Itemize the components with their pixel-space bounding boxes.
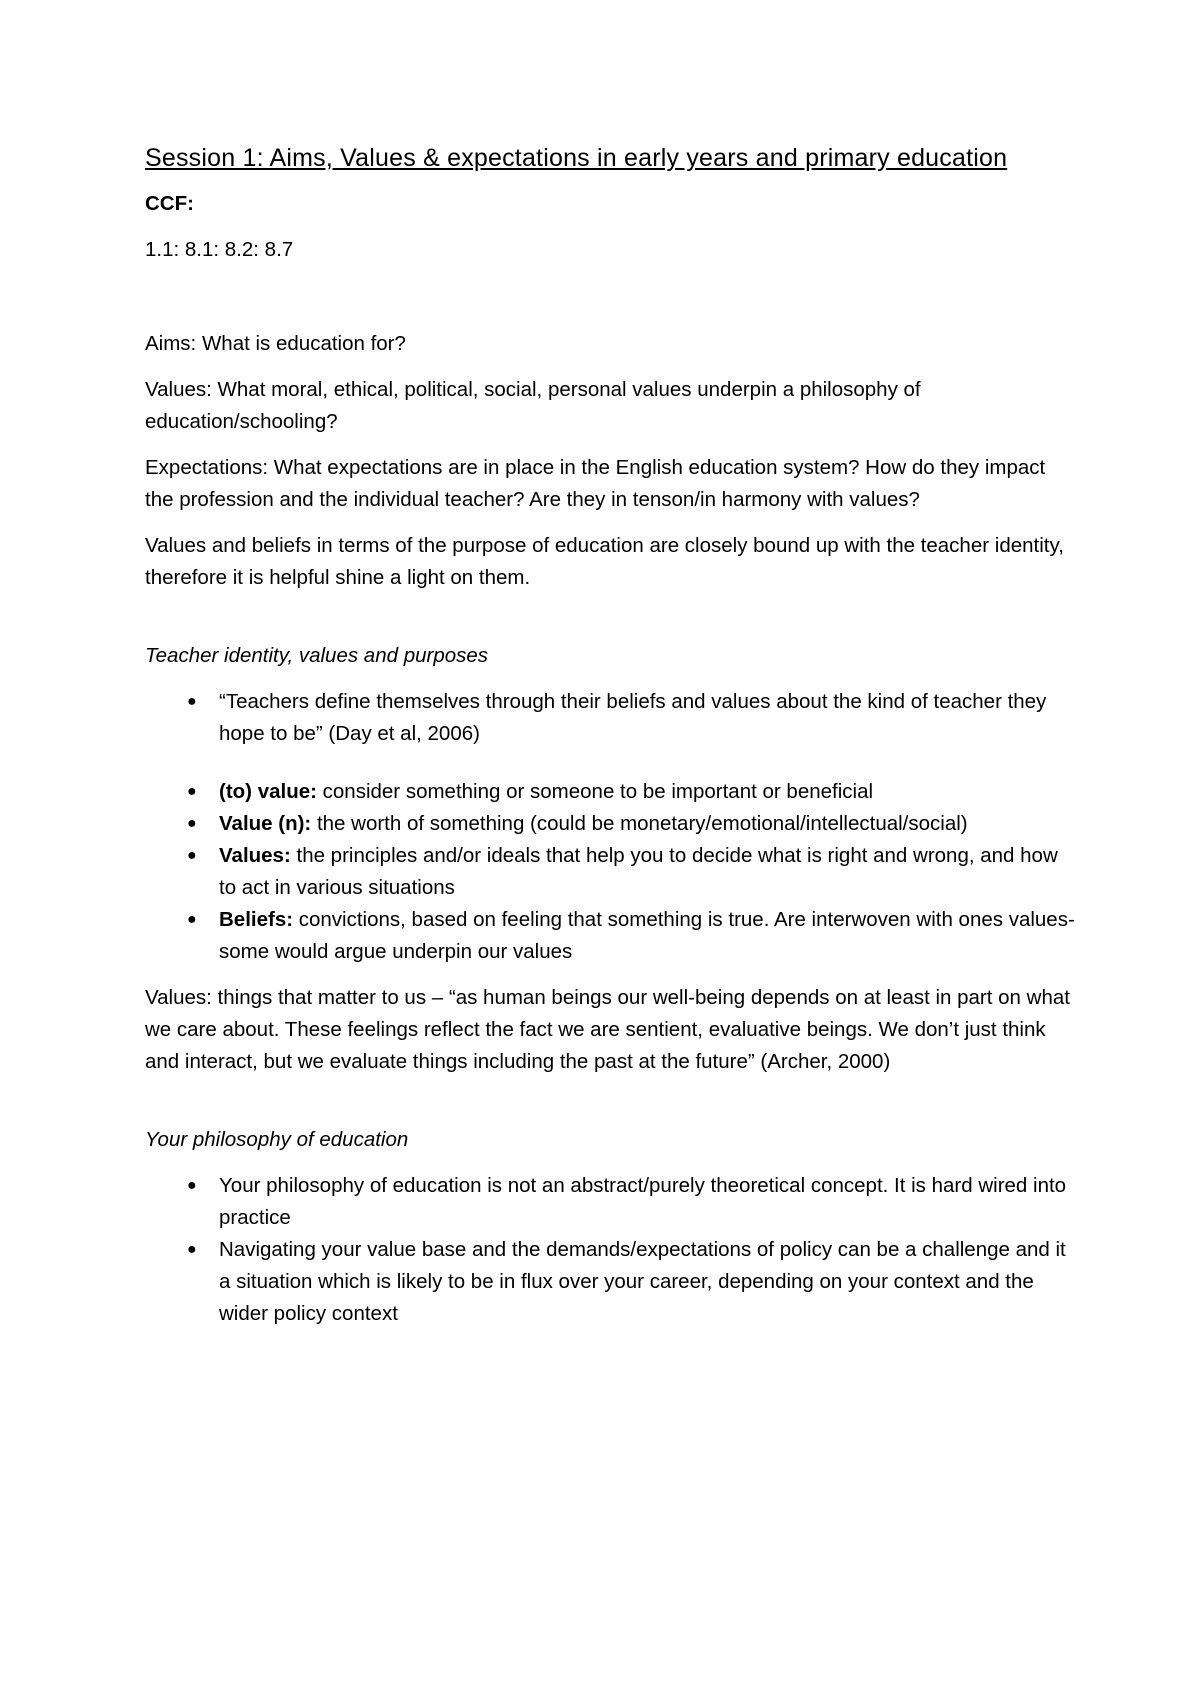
definition-term: Beliefs:: [219, 908, 294, 931]
list-item: [145, 1170, 1075, 1234]
teacher-identity-quote-list: [145, 686, 1075, 750]
document-page: [145, 142, 1075, 1330]
definition-term: Value (n):: [219, 812, 312, 835]
day-quote: “Teachers define themselves through their beliefs and values about the kind of teacher they hope to be” (Day et al, 2006): [219, 690, 1047, 745]
list-item: [145, 686, 1075, 750]
aims-question: Aims: What is education for?: [145, 332, 406, 355]
bullet-icon: ●: [187, 1177, 197, 1194]
ccf-codes: 1.1: 8.1: 8.2: 8.7: [145, 238, 294, 261]
expectations-question: Expectations: What expectations are in place in the English education system? How do they impact the profession and the individual teacher? Are they in tenson/in harmony with values?: [145, 456, 1046, 511]
philosophy-point: Navigating your value base and the demands/expectations of policy can be a challenge and it a situation which is likely to be in flux over your career, depending on your context and the wider policy context: [219, 1238, 1066, 1325]
bullet-icon: ●: [187, 847, 197, 864]
section-heading-philosophy: Your philosophy of education: [145, 1128, 409, 1151]
section-heading-teacher-identity: Teacher identity, values and purposes: [145, 644, 489, 667]
list-item: [145, 808, 1075, 840]
philosophy-list: [145, 1170, 1075, 1330]
bullet-icon: ●: [187, 911, 197, 928]
ccf-label: CCF:: [145, 192, 194, 215]
bullet-icon: ●: [187, 783, 197, 800]
bullet-icon: ●: [187, 815, 197, 832]
list-item: [145, 840, 1075, 904]
values-question: Values: What moral, ethical, political, social, personal values underpin a philosophy of education/schooling?: [145, 378, 921, 433]
definition-term: Values:: [219, 844, 291, 867]
definition-text: the worth of something (could be monetary/emotional/intellectual/social): [311, 812, 968, 835]
definition-term: (to) value:: [219, 780, 317, 803]
definition-text: the principles and/or ideals that help you to decide what is right and wrong, and how to act in various situations: [219, 844, 1058, 899]
values-beliefs-paragraph: Values and beliefs in terms of the purpose of education are closely bound up with the teacher identity, therefore it is helpful shine a light on them.: [145, 534, 1064, 589]
definitions-list: [145, 776, 1075, 968]
definition-text: consider something or someone to be important or beneficial: [316, 780, 874, 803]
bullet-icon: ●: [187, 693, 197, 710]
definition-text: convictions, based on feeling that something is true. Are interwoven with ones values-some would argue underpin our values: [219, 908, 1075, 963]
philosophy-point: Your philosophy of education is not an abstract/purely theoretical concept. It is hard wired into practice: [219, 1174, 1067, 1229]
archer-quote-paragraph: Values: things that matter to us – “as human beings our well-being depends on at least in part on what we care about. These feelings reflect the fact we are sentient, evaluative beings. We don’t just think and interact, but we evaluate things including the past at the future” (Archer, 2000): [145, 986, 1070, 1073]
list-item: [145, 776, 1075, 808]
bullet-icon: ●: [187, 1241, 197, 1258]
list-item: [145, 1234, 1075, 1330]
list-item: [145, 904, 1075, 968]
document-title: Session 1: Aims, Values & expectations in early years and primary education: [145, 144, 1008, 172]
